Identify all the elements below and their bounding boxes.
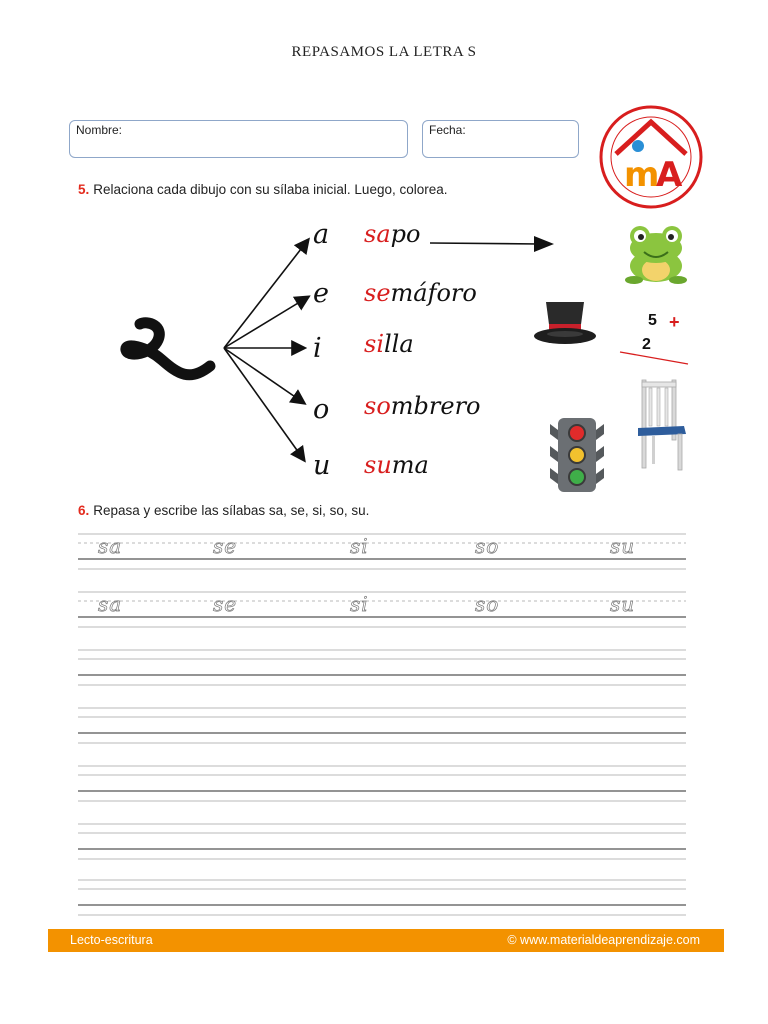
- trace-syllable[interactable]: se: [213, 534, 238, 558]
- syllable-se: se: [364, 279, 391, 307]
- word-sombrero: sombrero: [364, 392, 481, 420]
- traffic-light-icon: [548, 416, 606, 494]
- frog-icon: [620, 222, 692, 286]
- word-sapo: sapo: [364, 220, 421, 248]
- material-aprendizaje-logo: [598, 104, 704, 210]
- vowel-e: e: [313, 278, 329, 309]
- name-label: Nombre:: [76, 123, 123, 137]
- svg-text:A: A: [656, 155, 683, 195]
- vowel-i: i: [313, 333, 322, 364]
- chair-icon: [634, 378, 690, 472]
- syllable-sa: sa: [364, 220, 391, 248]
- trace-syllable[interactable]: si: [350, 592, 369, 616]
- exercise-5-instruction: Relaciona cada dibujo con su sílaba inicial. Luego, colorea.: [93, 182, 448, 197]
- syllable-so: so: [364, 392, 391, 420]
- trace-syllable[interactable]: si: [350, 534, 369, 558]
- exercise-6-instruction: Repasa y escribe las sílabas sa, se, si, so, su.: [93, 503, 370, 518]
- page-title: REPASAMOS LA LETRA S: [291, 44, 477, 60]
- trace-syllable[interactable]: so: [475, 534, 500, 558]
- footer-bar: [48, 929, 724, 952]
- example-arrow: [430, 232, 560, 256]
- exercise-5-number: 5.: [78, 182, 90, 197]
- trace-syllable[interactable]: su: [610, 534, 636, 558]
- vowel-o: o: [313, 394, 330, 425]
- writing-lines: [78, 528, 686, 922]
- top-hat-icon: [532, 298, 598, 348]
- exercise-6-number: 6.: [78, 503, 90, 518]
- trace-syllable[interactable]: so: [475, 592, 500, 616]
- math-sum-icon: [612, 310, 692, 370]
- syllable-su: su: [364, 451, 392, 479]
- vowel-u: u: [313, 450, 331, 481]
- sum-plus-sign: +: [669, 312, 680, 332]
- date-field[interactable]: [422, 120, 579, 158]
- exercise-5-title: [78, 182, 448, 197]
- trace-syllable[interactable]: sa: [98, 592, 123, 616]
- sum-bottom-number: 2: [642, 336, 651, 353]
- vowel-arrows: [200, 225, 330, 470]
- vowel-a: a: [313, 219, 330, 250]
- date-label: Fecha:: [429, 123, 466, 137]
- syllable-si: si: [364, 330, 384, 358]
- exercise-6-title: [78, 503, 369, 518]
- trace-syllable[interactable]: se: [213, 592, 238, 616]
- name-field[interactable]: [69, 120, 408, 158]
- word-silla: silla: [364, 330, 414, 358]
- trace-syllable[interactable]: su: [610, 592, 636, 616]
- word-suma: suma: [364, 451, 429, 479]
- svg-text:m: m: [624, 155, 660, 195]
- word-semaforo: semáforo: [364, 279, 477, 307]
- trace-syllable[interactable]: sa: [98, 534, 123, 558]
- footer-website-link[interactable]: © www.materialdeaprendizaje.com: [507, 933, 700, 947]
- sum-top-number: 5: [648, 312, 657, 329]
- footer-subject: Lecto-escritura: [70, 933, 153, 947]
